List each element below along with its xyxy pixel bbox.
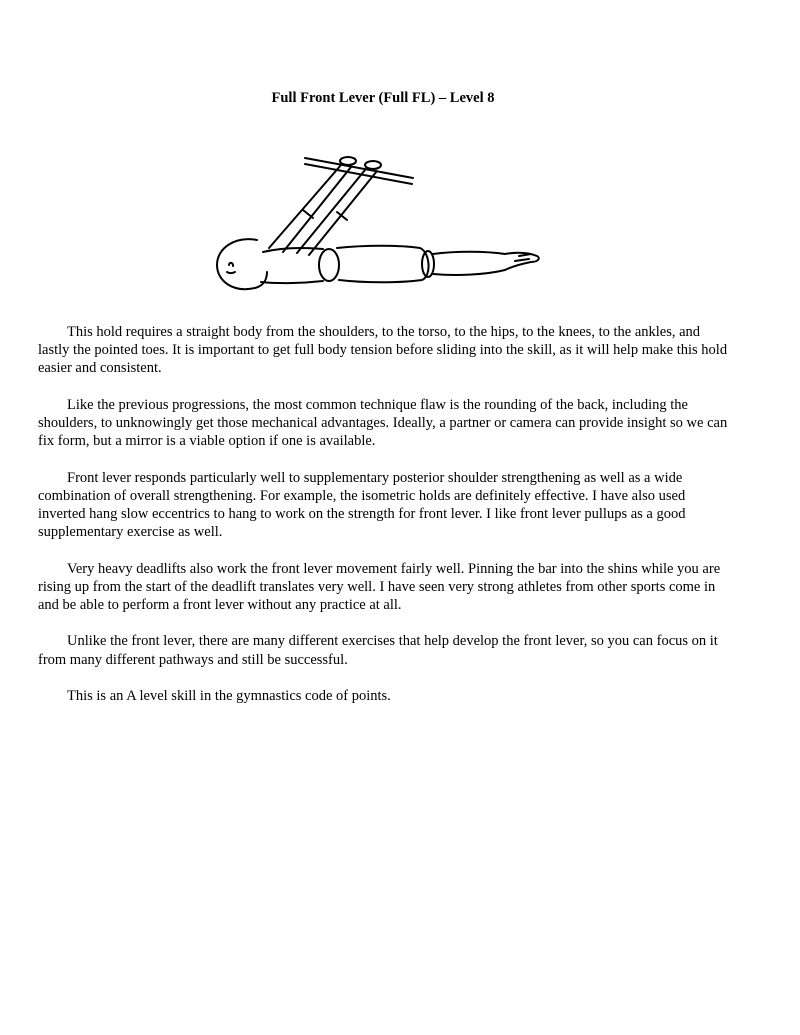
paragraph: Like the previous progressions, the most common technique flaw is the rounding of the back, including the shoulders, to unknowingly get those mechanical advantages. Ideally, a partner or camera can provide insight so we can fix form, but a mirror is a viable option if one is available. [38, 396, 728, 450]
page-title: Full Front Lever (Full FL) – Level 8 [271, 90, 495, 106]
paragraph: Front lever responds particularly well to supplementary posterior shoulder strengthening as well as a wide combination of overall strengthening. For example, the isometric holds are definitely effective. I have also used inverted hang slow eccentrics to hang to work on the strength for front lever. I like front lever pullups as a good supplementary exercise as well. [38, 469, 686, 541]
paragraph: Very heavy deadlifts also work the front lever movement fairly well. Pinning the bar into the shins while you are rising up from the start of the deadlift translates very well. I have seen very strong athletes from other sports come in and be able to perform a front lever without any practice at all. [38, 560, 721, 613]
paragraph: This is an A level skill in the gymnastics code of points. [67, 687, 391, 704]
body-text [38, 323, 728, 723]
paragraph: This hold requires a straight body from the shoulders, to the torso, to the hips, to the knees, to the ankles, and lastly the pointed toes. It is important to get full body tension before sliding into the skill, as it will help make this hold easier and consistent. [38, 324, 728, 377]
paragraph: Unlike the front lever, there are many different exercises that help develop the front lever, so you can focus on it from many different pathways and still be successful. [38, 633, 718, 668]
front-lever-figure-icon [205, 148, 550, 303]
